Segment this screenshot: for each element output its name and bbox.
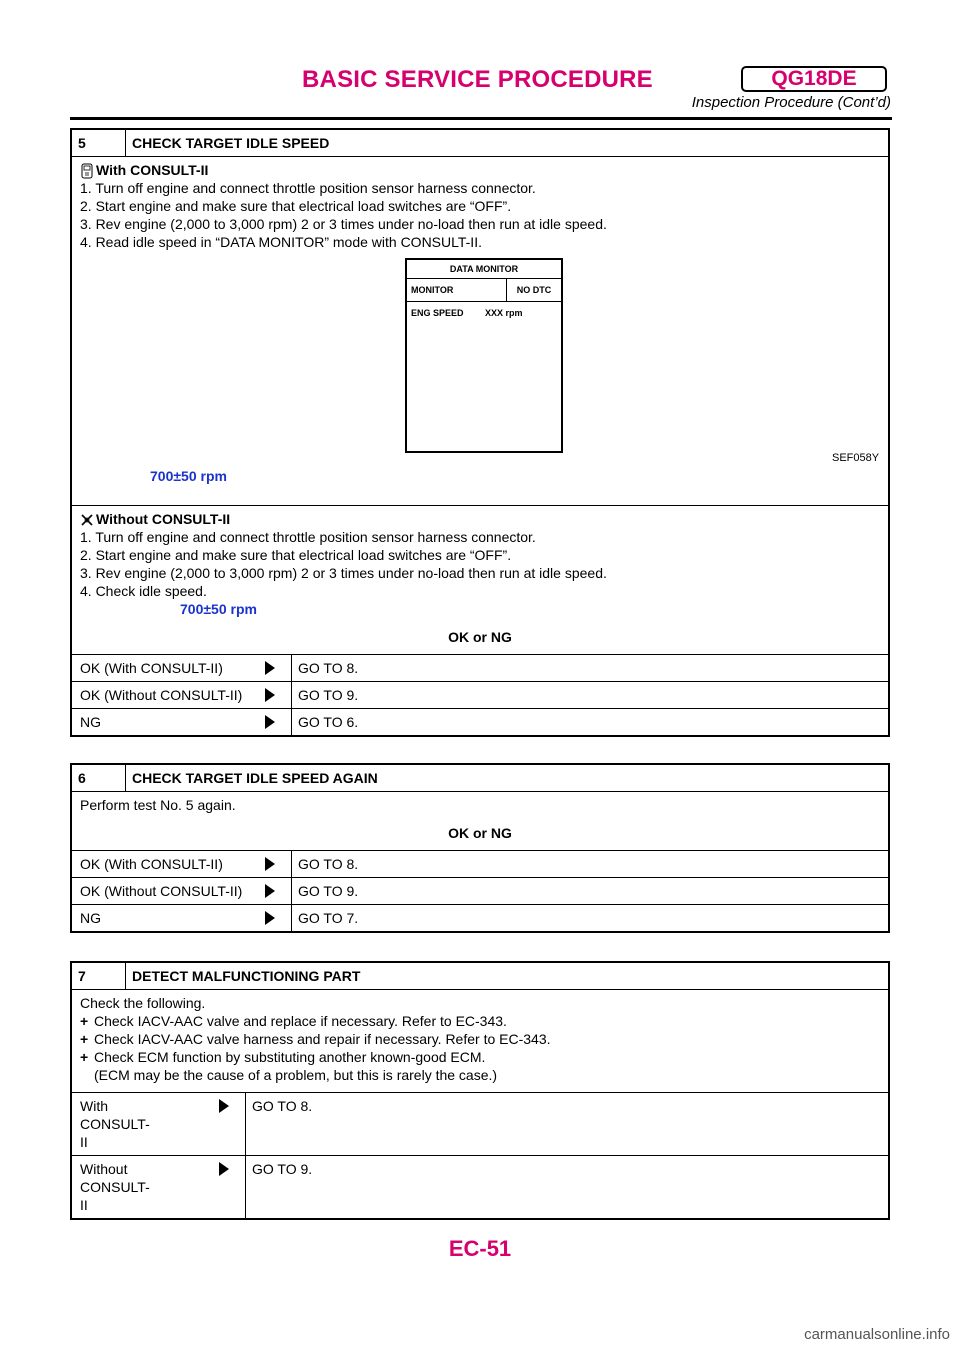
data-monitor-screen [405, 258, 563, 453]
screen-item: ENG SPEED [411, 308, 464, 318]
step-7-header [72, 963, 888, 990]
step-6-header [72, 765, 888, 792]
result-row [72, 654, 888, 681]
result-action: GO TO 9. [298, 883, 359, 899]
check-item-text: Check IACV-AAC valve harness and repair if necessary. Refer to EC-343. [94, 1031, 551, 1047]
check-item [80, 1012, 880, 1030]
no-tools-icon [80, 512, 94, 528]
section-subtitle: Inspection Procedure (Cont’d) [691, 94, 891, 111]
figure-code: SEF058Y [832, 452, 880, 464]
section-title: BASIC SERVICE PROCEDURE [302, 66, 653, 93]
result-action: GO TO 8. [252, 1098, 313, 1114]
without-consult-heading [80, 510, 880, 528]
ecm-note: (ECM may be the cause of a problem, but this is rarely the case.) [94, 1067, 498, 1083]
with-consult-label: With CONSULT-II [96, 162, 209, 178]
consult-tester-icon [80, 163, 94, 179]
step-text: Perform test No. 5 again. [80, 797, 236, 813]
step-intro: Check the following. [80, 995, 206, 1011]
result-label: OK (Without CONSULT-II) [80, 883, 243, 899]
page-number: EC-51 [448, 1236, 512, 1261]
header-rule [70, 117, 892, 120]
step-title: DETECT MALFUNCTIONING PART [132, 968, 361, 984]
check-item [80, 1030, 880, 1048]
arrow-right-icon [219, 1099, 229, 1113]
ok-ng-label: OK or NG [448, 825, 512, 841]
without-step-line: 4. Check idle speed. [80, 583, 207, 600]
screen-value: XXX rpm [485, 308, 523, 318]
with-step-line: 2. Start engine and make sure that electrical load switches are “OFF”. [80, 198, 512, 215]
arrow-right-icon [265, 911, 275, 925]
idle-speed-spec: 700±50 rpm [180, 601, 257, 618]
arrow-right-icon [265, 857, 275, 871]
screen-col-dtc: NO DTC [516, 285, 552, 295]
with-step-line: 3. Rev engine (2,000 to 3,000 rpm) 2 or 3 times under no-load then run at idle speed. [80, 216, 607, 233]
result-action: GO TO 8. [298, 856, 359, 872]
result-label: OK (With CONSULT-II) [80, 660, 223, 677]
result-action: GO TO 9. [298, 687, 359, 704]
arrow-right-icon [265, 661, 275, 675]
step-number: 6 [72, 765, 126, 791]
with-step-line: 1. Turn off engine and connect throttle position sensor harness connector. [80, 180, 536, 197]
screen-col-monitor: MONITOR [407, 279, 507, 301]
ok-ng-label: OK or NG [448, 629, 512, 646]
arrow-right-icon [265, 884, 275, 898]
result-label: OK (Without CONSULT-II) [80, 687, 243, 704]
bullet-mark: + [80, 1013, 89, 1029]
result-label: NG [80, 910, 101, 926]
bullet-mark: + [80, 1031, 89, 1047]
check-item [80, 1048, 880, 1066]
arrow-right-icon [219, 1162, 229, 1176]
arrow-right-icon [265, 688, 275, 702]
result-row [72, 1092, 888, 1155]
step-number: 7 [72, 963, 126, 989]
result-row [72, 850, 888, 877]
check-item-text: Check IACV-AAC valve and replace if necessary. Refer to EC-343. [94, 1013, 507, 1029]
step-5-without-consult [72, 506, 888, 654]
step-6-body [72, 792, 888, 850]
result-row [72, 681, 888, 708]
step-5-header [72, 130, 888, 157]
result-action: GO TO 9. [252, 1161, 313, 1177]
step-title: CHECK TARGET IDLE SPEED [132, 135, 330, 151]
result-label: NG [80, 714, 101, 731]
screen-title: DATA MONITOR [407, 260, 561, 279]
engine-badge: QG18DE [741, 66, 887, 92]
step-number: 5 [72, 130, 126, 156]
result-row [72, 708, 888, 735]
result-action: GO TO 7. [298, 910, 359, 926]
step-7-box [70, 961, 890, 1220]
result-action: GO TO 8. [298, 660, 359, 677]
step-7-body [72, 990, 888, 1092]
result-label: Without CONSULT-II [80, 1161, 150, 1213]
with-consult-heading [80, 161, 880, 179]
idle-speed-spec: 700±50 rpm [150, 468, 227, 484]
bullet-mark: + [80, 1049, 89, 1065]
result-row [72, 1155, 888, 1218]
step-title: CHECK TARGET IDLE SPEED AGAIN [132, 770, 378, 786]
result-label: With CONSULT-II [80, 1098, 150, 1150]
with-step-line: 4. Read idle speed in “DATA MONITOR” mode with CONSULT-II. [80, 234, 482, 251]
without-consult-label: Without CONSULT-II [96, 511, 231, 527]
result-action: GO TO 6. [298, 714, 359, 731]
watermark: carmanualsonline.info [804, 1326, 950, 1343]
step-6-box [70, 763, 890, 933]
result-row [72, 904, 888, 931]
result-row [72, 877, 888, 904]
result-label: OK (With CONSULT-II) [80, 856, 223, 872]
without-step-line: 3. Rev engine (2,000 to 3,000 rpm) 2 or 3 times under no-load then run at idle speed. [80, 565, 607, 582]
without-step-line: 1. Turn off engine and connect throttle position sensor harness connector. [80, 529, 536, 546]
check-item-text: Check ECM function by substituting another known-good ECM. [94, 1049, 486, 1065]
arrow-right-icon [265, 715, 275, 729]
without-step-line: 2. Start engine and make sure that electrical load switches are “OFF”. [80, 547, 512, 564]
